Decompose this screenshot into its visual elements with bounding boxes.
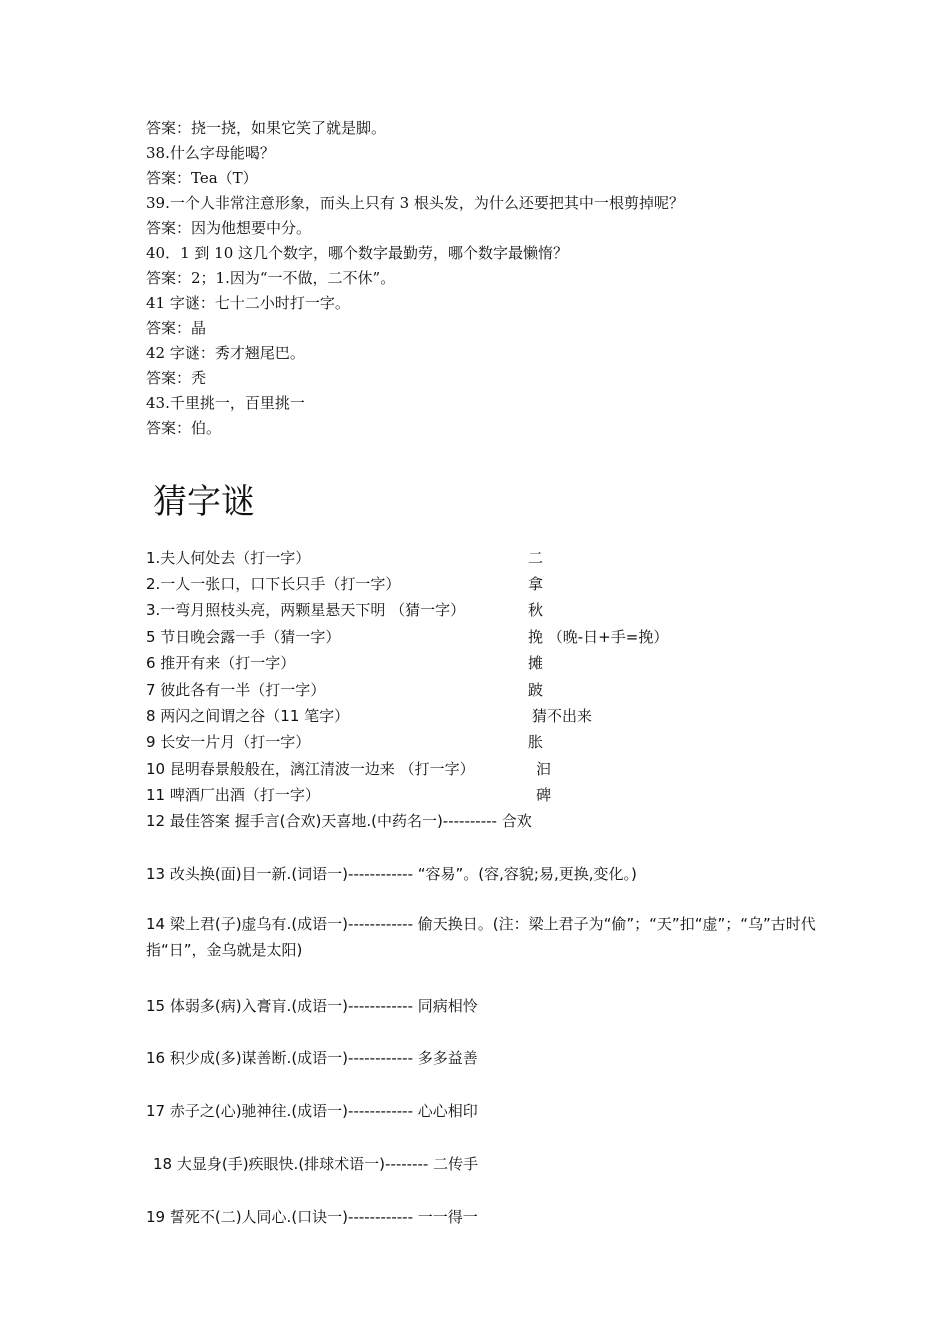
riddle-question: 6 推开有来（打一字） — [146, 654, 296, 672]
answer-line: 答案：挠一挠，如果它笑了就是脚。 — [146, 119, 387, 137]
question-line: 39.一个人非常注意形象，而头上只有 3 根头发，为什么还要把其中一根剪掉呢？ — [146, 194, 684, 212]
question-line: 43.千里挑一，百里挑一 — [146, 394, 305, 412]
answer-line: 答案：晶 — [146, 319, 207, 337]
answer-line: 答案：2；1.因为“一不做，二不休”。 — [146, 269, 396, 287]
riddle-answer: 二 — [528, 549, 544, 567]
riddle-answer: 汩 — [536, 760, 552, 778]
riddle-question: 2.一人一张口，口下长只手（打一字） — [146, 575, 401, 593]
idiom-riddle: 12 最佳答案 握手言(合欢)天喜地.(中药名一)---------- 合欢 — [146, 812, 532, 830]
riddle-answer: 胀 — [528, 733, 544, 751]
riddle-answer: 跛 — [528, 681, 544, 699]
riddle-answer: 挽 （晚-日+手=挽） — [528, 628, 669, 646]
idiom-riddle: 14 梁上君(子)虚乌有.(成语一)------------ 偷天换日。(注：梁上君子为“偷”；“天”扣“虚”；“乌”古时代指“日”，金乌就是太阳) — [146, 915, 816, 959]
riddle-answer: 碑 — [536, 786, 552, 804]
answer-line: 答案：秃 — [146, 369, 207, 387]
section-title: 猜字谜 — [153, 482, 255, 522]
idiom-riddle: 17 赤子之(心)驰神往.(成语一)------------ 心心相印 — [146, 1102, 478, 1120]
riddle-question: 10 昆明春景般般在，漓江清波一边来 （打一字） — [146, 760, 475, 778]
riddle-answer: 秋 — [528, 601, 544, 619]
riddle-answer: 摊 — [528, 654, 544, 672]
question-line: 38.什么字母能喝？ — [146, 144, 275, 162]
riddle-question: 9 长安一片月（打一字） — [146, 733, 311, 751]
idiom-riddle: 16 积少成(多)谋善断.(成语一)------------ 多多益善 — [146, 1049, 478, 1067]
idiom-riddle: 13 改头换(面)目一新.(词语一)------------ “容易”。(容,容貌;易,更换,变化。) — [146, 865, 637, 883]
riddle-answer: 拿 — [528, 575, 544, 593]
idiom-riddle: 19 誓死不(二)人同心.(口诀一)------------ 一一得一 — [146, 1208, 478, 1226]
question-line: 41 字谜：七十二小时打一字。 — [146, 294, 350, 312]
riddle-answer: 猜不出来 — [532, 707, 593, 725]
riddle-question: 8 两闪之间谓之谷（11 笔字） — [146, 707, 350, 725]
question-line: 40．1 到 10 这几个数字，哪个数字最勤劳，哪个数字最懒惰？ — [146, 244, 569, 262]
riddle-question: 7 彼此各有一半（打一字） — [146, 681, 326, 699]
riddle-question: 3.一弯月照枝头亮，两颗星悬天下明 （猜一字） — [146, 601, 466, 619]
idiom-riddle: 18 大显身(手)疾眼快.(排球术语一)-------- 二传手 — [153, 1155, 479, 1173]
answer-line: 答案：伯。 — [146, 419, 222, 437]
riddle-question: 11 啤酒厂出酒（打一字） — [146, 786, 320, 804]
riddle-question: 5 节日晚会露一手（猜一字） — [146, 628, 341, 646]
idiom-riddle: 15 体弱多(病)入膏肓.(成语一)------------ 同病相怜 — [146, 997, 478, 1015]
question-line: 42 字谜：秀才翘尾巴。 — [146, 344, 305, 362]
answer-line: 答案：Tea（T） — [146, 169, 258, 187]
riddle-question: 1.夫人何处去（打一字） — [146, 549, 311, 567]
answer-line: 答案：因为他想要中分。 — [146, 219, 312, 237]
